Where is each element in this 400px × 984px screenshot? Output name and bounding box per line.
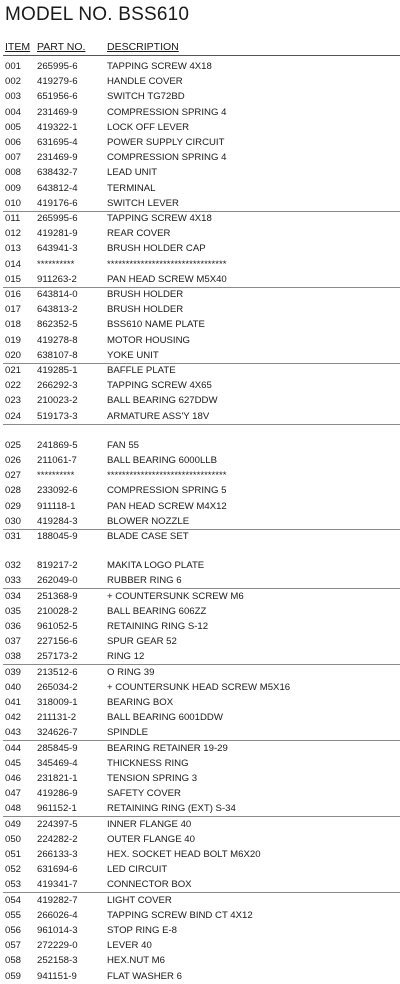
- item-number: 038: [5, 651, 22, 663]
- item-number: 049: [5, 818, 22, 830]
- part-number: 419278-8: [37, 334, 78, 346]
- item-number: 016: [5, 289, 22, 300]
- item-number: 037: [5, 636, 22, 648]
- part-description: O RING 39: [107, 666, 155, 678]
- part-description: YOKE UNIT: [107, 349, 159, 361]
- table-row: [0, 378, 400, 393]
- item-number: 033: [5, 575, 22, 587]
- table-row: [0, 287, 400, 302]
- table-row: [0, 680, 400, 695]
- part-number: 210028-2: [37, 605, 78, 617]
- part-description: BAFFLE PLATE: [107, 365, 176, 376]
- table-row: [0, 634, 400, 649]
- item-number: 029: [5, 500, 22, 512]
- table-row: [0, 135, 400, 150]
- table-row: [0, 786, 400, 801]
- item-number: 030: [5, 515, 22, 527]
- part-number: **********: [37, 258, 75, 270]
- table-row: [0, 649, 400, 664]
- part-description: BALL BEARING 627DDW: [107, 395, 218, 407]
- item-number: 024: [5, 410, 22, 422]
- part-description: THICKNESS RING: [107, 757, 189, 769]
- item-number: 019: [5, 334, 22, 346]
- part-number: 265995-6: [37, 213, 78, 224]
- item-number: 048: [5, 803, 22, 815]
- item-number: 023: [5, 395, 22, 407]
- item-number: 056: [5, 925, 22, 936]
- part-description: OUTER FLANGE 40: [107, 833, 195, 845]
- part-number: 231469-9: [37, 106, 78, 118]
- part-number: 257173-2: [37, 651, 78, 663]
- item-number: 053: [5, 879, 22, 891]
- part-description: LIGHT COVER: [107, 894, 172, 906]
- part-description: BALL BEARING 6000LLB: [107, 455, 218, 466]
- part-number: 643813-2: [37, 304, 78, 316]
- part-description: BRUSH HOLDER: [107, 289, 184, 300]
- table-row: [0, 165, 400, 180]
- item-number: 039: [5, 666, 22, 678]
- table-row: [0, 453, 400, 468]
- item-number: 022: [5, 380, 22, 392]
- table-row: [0, 211, 400, 226]
- table-row: [0, 120, 400, 135]
- part-description: TAPPING SCREW 4X18: [107, 61, 212, 72]
- item-number: 040: [5, 681, 22, 693]
- part-description: CONNECTOR BOX: [107, 879, 192, 891]
- table-row: [0, 862, 400, 877]
- item-number: 046: [5, 773, 22, 784]
- item-number: 034: [5, 590, 22, 602]
- part-description: ********************************: [107, 470, 227, 482]
- part-number: 419281-9: [37, 228, 78, 240]
- part-description: STOP RING E-8: [107, 925, 178, 936]
- header-part-no: PART NO.: [37, 41, 86, 53]
- item-number: 027: [5, 470, 22, 482]
- part-description: BRUSH HOLDER CAP: [107, 243, 206, 255]
- part-number: 419279-6: [37, 76, 78, 88]
- table-row: [0, 969, 400, 984]
- item-number: 043: [5, 727, 22, 739]
- part-description: PAN HEAD SCREW M5X40: [107, 273, 227, 285]
- part-number: 631694-6: [37, 864, 78, 876]
- part-number: 643941-3: [37, 243, 78, 255]
- part-description: BRUSH HOLDER: [107, 304, 184, 316]
- table-row: [0, 74, 400, 89]
- table-row: [0, 589, 400, 604]
- table-row: [0, 241, 400, 256]
- table-row: [0, 877, 400, 892]
- item-number: 009: [5, 182, 22, 194]
- part-number: 961014-3: [37, 925, 78, 936]
- part-number: 961052-5: [37, 621, 78, 632]
- part-number: 419341-7: [37, 879, 78, 891]
- part-number: 266292-3: [37, 380, 78, 392]
- part-number: 211061-7: [37, 455, 77, 466]
- part-description: LOCK OFF LEVER: [107, 121, 190, 133]
- part-description: HEX. SOCKET HEAD BOLT M6X20: [107, 849, 261, 860]
- part-number: 911118-1: [37, 500, 76, 512]
- part-description: TAPPING SCREW BIND CT 4X12: [107, 909, 253, 921]
- table-row: [0, 953, 400, 968]
- part-description: TENSION SPRING 3: [107, 773, 198, 784]
- part-number: 318009-1: [37, 697, 78, 708]
- table-row: [0, 817, 400, 832]
- part-number: 911263-2: [37, 273, 77, 285]
- part-number: 419322-1: [37, 121, 78, 133]
- part-number: 419286-9: [37, 788, 78, 800]
- part-description: + COUNTERSUNK SCREW M6: [107, 590, 244, 602]
- table-row: [0, 893, 400, 908]
- part-number: 265995-6: [37, 61, 78, 72]
- part-number: 251368-9: [37, 590, 78, 602]
- table-row: [0, 695, 400, 710]
- header-item: ITEM: [5, 41, 31, 53]
- part-number: 643814-0: [37, 289, 78, 300]
- item-number: 028: [5, 485, 22, 497]
- part-number: 324626-7: [37, 727, 78, 739]
- part-number: **********: [37, 470, 75, 482]
- item-number: 011: [5, 213, 21, 224]
- part-description: FAN 55: [107, 439, 139, 451]
- item-number: 042: [5, 712, 22, 724]
- part-number: 651956-6: [37, 91, 78, 103]
- part-number: 211131-2: [37, 712, 77, 724]
- page-title: MODEL NO. BSS610: [5, 4, 190, 25]
- table-row: [0, 105, 400, 120]
- table-row: [0, 558, 400, 573]
- table-row: [0, 741, 400, 756]
- item-number: 031: [5, 531, 22, 542]
- part-number: 262049-0: [37, 575, 78, 587]
- table-row: [0, 226, 400, 241]
- part-number: 252158-3: [37, 955, 78, 967]
- item-number: 020: [5, 349, 22, 361]
- part-number: 227156-6: [37, 636, 78, 648]
- table-row: [0, 196, 400, 211]
- table-row: [0, 938, 400, 953]
- table-row: [0, 393, 400, 408]
- table-row: [0, 771, 400, 786]
- part-description: LED CIRCUIT: [107, 864, 168, 876]
- table-row: [0, 710, 400, 725]
- part-description: BEARING RETAINER 19-29: [107, 742, 228, 754]
- item-number: 017: [5, 304, 22, 316]
- table-row: [0, 409, 400, 424]
- table-row: [0, 665, 400, 680]
- row-divider: [3, 424, 400, 425]
- part-number: 419282-7: [37, 894, 78, 906]
- part-number: 233092-6: [37, 485, 78, 497]
- part-description: SWITCH LEVER: [107, 197, 179, 209]
- part-description: RUBBER RING 6: [107, 575, 182, 587]
- table-row: [0, 514, 400, 529]
- table-row: [0, 181, 400, 196]
- part-description: INNER FLANGE 40: [107, 818, 192, 830]
- item-number: 007: [5, 152, 22, 164]
- part-description: TAPPING SCREW 4X18: [107, 213, 212, 224]
- item-number: 012: [5, 228, 22, 240]
- table-row: [0, 908, 400, 923]
- item-number: 013: [5, 243, 22, 255]
- part-number: 638432-7: [37, 167, 78, 179]
- item-number: 044: [5, 742, 22, 754]
- part-number: 266133-3: [37, 849, 78, 860]
- part-description: HANDLE COVER: [107, 76, 183, 88]
- part-description: FLAT WASHER 6: [107, 970, 182, 982]
- part-number: 272229-0: [37, 940, 78, 952]
- table-row: [0, 529, 400, 544]
- part-description: LEVER 40: [107, 940, 152, 952]
- part-description: MOTOR HOUSING: [107, 334, 190, 346]
- table-row: [0, 619, 400, 634]
- part-number: 188045-9: [37, 531, 78, 542]
- item-number: 032: [5, 560, 22, 572]
- item-number: 004: [5, 106, 22, 118]
- part-number: 224397-5: [37, 818, 78, 830]
- table-row: [0, 438, 400, 453]
- part-number: 643812-4: [37, 182, 78, 194]
- table-row: [0, 604, 400, 619]
- item-number: 026: [5, 455, 22, 466]
- item-number: 006: [5, 137, 22, 148]
- header-description: DESCRIPTION: [107, 41, 179, 53]
- item-number: 014: [5, 258, 22, 270]
- table-row: [0, 150, 400, 165]
- part-number: 241869-5: [37, 439, 78, 451]
- part-description: ARMATURE ASS'Y 18V: [107, 410, 210, 422]
- part-description: BLOWER NOZZLE: [107, 515, 190, 527]
- part-description: RING 12: [107, 651, 145, 663]
- table-row: [0, 499, 400, 514]
- part-number: 419285-1: [37, 365, 78, 376]
- part-number: 231821-1: [37, 773, 78, 784]
- item-number: 035: [5, 605, 22, 617]
- part-number: 638107-8: [37, 349, 78, 361]
- part-number: 419284-3: [37, 515, 78, 527]
- table-row: [0, 483, 400, 498]
- part-number: 941151-9: [37, 970, 77, 982]
- table-row: [0, 832, 400, 847]
- table-row: [0, 89, 400, 104]
- part-description: BSS610 NAME PLATE: [107, 319, 205, 331]
- part-number: 519173-3: [37, 410, 78, 422]
- table-row: [0, 302, 400, 317]
- table-row: [0, 363, 400, 378]
- part-description: SPUR GEAR 52: [107, 636, 177, 648]
- part-description: POWER SUPPLY CIRCUIT: [107, 137, 225, 148]
- table-row: [0, 257, 400, 272]
- part-description: SWITCH TG72BD: [107, 91, 185, 103]
- part-number: 419176-6: [37, 197, 78, 209]
- item-number: 057: [5, 940, 22, 952]
- item-number: 010: [5, 197, 22, 209]
- item-number: 059: [5, 970, 22, 982]
- part-number: 210023-2: [37, 395, 78, 407]
- part-description: LEAD UNIT: [107, 167, 158, 179]
- table-row: [0, 333, 400, 348]
- item-number: 036: [5, 621, 22, 632]
- item-number: 025: [5, 439, 22, 451]
- part-number: 224282-2: [37, 833, 78, 845]
- part-number: 266026-4: [37, 909, 78, 921]
- item-number: 005: [5, 121, 22, 133]
- part-description: BALL BEARING 6001DDW: [107, 712, 223, 724]
- table-row: [0, 348, 400, 363]
- part-description: MAKITA LOGO PLATE: [107, 560, 205, 572]
- item-number: 045: [5, 757, 22, 769]
- table-row: [0, 801, 400, 816]
- part-description: RETAINING RING S-12: [107, 621, 209, 632]
- part-description: BLADE CASE SET: [107, 531, 189, 542]
- part-description: BALL BEARING 606ZZ: [107, 605, 207, 617]
- part-description: COMPRESSION SPRING 5: [107, 485, 227, 497]
- item-number: 058: [5, 955, 22, 967]
- part-number: 265034-2: [37, 681, 78, 693]
- item-number: 003: [5, 91, 22, 103]
- part-description: PAN HEAD SCREW M4X12: [107, 500, 227, 512]
- part-description: REAR COVER: [107, 228, 171, 240]
- part-description: + COUNTERSUNK HEAD SCREW M5X16: [107, 681, 291, 693]
- part-number: 631695-4: [37, 137, 78, 148]
- part-description: ********************************: [107, 258, 227, 270]
- item-number: 052: [5, 864, 22, 876]
- part-description: COMPRESSION SPRING 4: [107, 106, 227, 118]
- part-description: SPINDLE: [107, 727, 149, 739]
- table-row: [0, 573, 400, 588]
- table-header: [0, 40, 400, 56]
- item-number: 002: [5, 76, 22, 88]
- item-number: 021: [5, 365, 22, 376]
- header-divider: [3, 55, 400, 56]
- part-number: 862352-5: [37, 319, 78, 331]
- part-description: COMPRESSION SPRING 4: [107, 152, 227, 164]
- part-description: HEX.NUT M6: [107, 955, 165, 967]
- item-number: 041: [5, 697, 22, 708]
- item-number: 008: [5, 167, 22, 179]
- part-number: 285845-9: [37, 742, 78, 754]
- part-description: TAPPING SCREW 4X65: [107, 380, 212, 392]
- table-row: [0, 59, 400, 74]
- item-number: 055: [5, 909, 22, 921]
- part-number: 819217-2: [37, 560, 78, 572]
- part-description: TERMINAL: [107, 182, 156, 194]
- part-number: 961152-1: [37, 803, 77, 815]
- part-number: 231469-9: [37, 152, 78, 164]
- table-row: [0, 468, 400, 483]
- item-number: 018: [5, 319, 22, 331]
- item-number: 001: [5, 61, 22, 72]
- item-number: 047: [5, 788, 22, 800]
- item-number: 015: [5, 273, 22, 285]
- part-number: 213512-6: [37, 666, 78, 678]
- table-row: [0, 317, 400, 332]
- item-number: 050: [5, 833, 22, 845]
- table-row: [0, 756, 400, 771]
- table-row: [0, 272, 400, 287]
- part-description: BEARING BOX: [107, 697, 174, 708]
- part-description: SAFETY COVER: [107, 788, 181, 800]
- part-number: 345469-4: [37, 757, 78, 769]
- table-row: [0, 847, 400, 862]
- item-number: 051: [5, 849, 22, 860]
- table-row: [0, 725, 400, 740]
- part-description: RETAINING RING (EXT) S-34: [107, 803, 236, 815]
- table-row: [0, 923, 400, 938]
- item-number: 054: [5, 894, 22, 906]
